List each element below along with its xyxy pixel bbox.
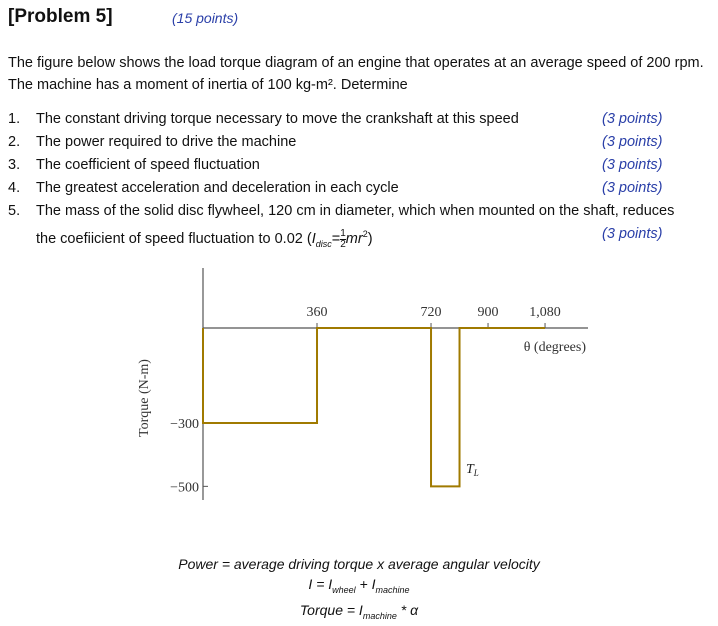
question-points: (3 points): [602, 157, 663, 173]
question-item-5: [8, 200, 708, 250]
x-tick-label: 360: [306, 305, 328, 320]
formula-block: [0, 554, 718, 626]
inertia-sub-machine: machine: [375, 584, 410, 595]
problem-points: (15 points): [172, 10, 239, 26]
question-points: (3 points): [602, 111, 663, 127]
question-item-4: [8, 177, 708, 200]
question-text: The power required to drive the machine: [36, 134, 297, 150]
inertia-formula: [0, 574, 718, 600]
tl-sub: L: [473, 468, 479, 478]
load-torque-chart: [0, 250, 718, 550]
inertia-symbol: I: [311, 230, 316, 247]
inertia-sub-wheel: wheel: [332, 584, 356, 595]
tl-main: T: [466, 462, 474, 477]
question-text: The greatest acceleration and deceleration in each cycle: [36, 180, 399, 196]
x-tick-label: 900: [477, 305, 499, 320]
x-tick-group: [307, 305, 561, 328]
torque-rest: * α: [396, 601, 419, 618]
question-points: (3 points): [602, 180, 663, 196]
torque-lhs: Torque = I: [299, 601, 363, 618]
question-text-body: The mass of the solid disc flywheel, 120 cm in diameter, which when mounted on the shaft, reduces the coefiicient of speed fluctuation to 0.02 (: [36, 203, 675, 247]
problem-intro: The figure below shows the load torque diagram of an engine that operates at an average speed of 200 rpm. The machine has a moment of inertia of 100 kg-m². Determine: [8, 55, 704, 93]
y-tick-label: −500: [170, 480, 199, 496]
inertia-subscript: disc: [315, 238, 332, 249]
question-number: 2.: [8, 134, 21, 150]
question-points: (3 points): [602, 226, 663, 242]
mass-radius-term: mr: [345, 230, 363, 247]
question-item-3: [8, 154, 708, 177]
tl-annotation: [466, 462, 479, 478]
question-text: [36, 200, 684, 256]
torque-sub-machine: machine: [362, 610, 397, 621]
question-number: 1.: [8, 111, 21, 127]
equals-sign: =: [331, 230, 341, 247]
question-list: [8, 108, 708, 250]
torque-series-line: [203, 328, 545, 486]
y-tick-group: [170, 417, 208, 495]
question-number: 5.: [8, 203, 21, 219]
x-axis-label: θ (degrees): [523, 340, 586, 355]
power-formula: Power = average driving torque x average angular velocity: [178, 556, 540, 572]
y-tick-label: −300: [170, 417, 199, 433]
question-points: (3 points): [602, 134, 663, 150]
fraction-denominator: 2: [340, 238, 346, 250]
x-tick-label: 1,080: [529, 305, 561, 320]
inertia-lhs: I = I: [308, 576, 333, 592]
inertia-plus: + I: [355, 576, 376, 592]
question-item-2: [8, 131, 708, 154]
fraction-numerator: 1: [340, 227, 346, 239]
question-text: The coefficient of speed fluctuation: [36, 157, 260, 173]
torque-formula: [0, 600, 718, 626]
x-tick-label: 720: [420, 305, 442, 320]
problem-title: [Problem 5]: [8, 6, 113, 27]
y-axis-label: Torque (N-m): [137, 359, 152, 437]
power-superscript: 2: [362, 229, 368, 239]
question-number: 3.: [8, 157, 21, 173]
question-number: 4.: [8, 180, 21, 196]
question-item-1: [8, 108, 708, 131]
close-paren: ): [367, 230, 373, 247]
question-text: The constant driving torque necessary to move the crankshaft at this speed: [36, 111, 519, 127]
